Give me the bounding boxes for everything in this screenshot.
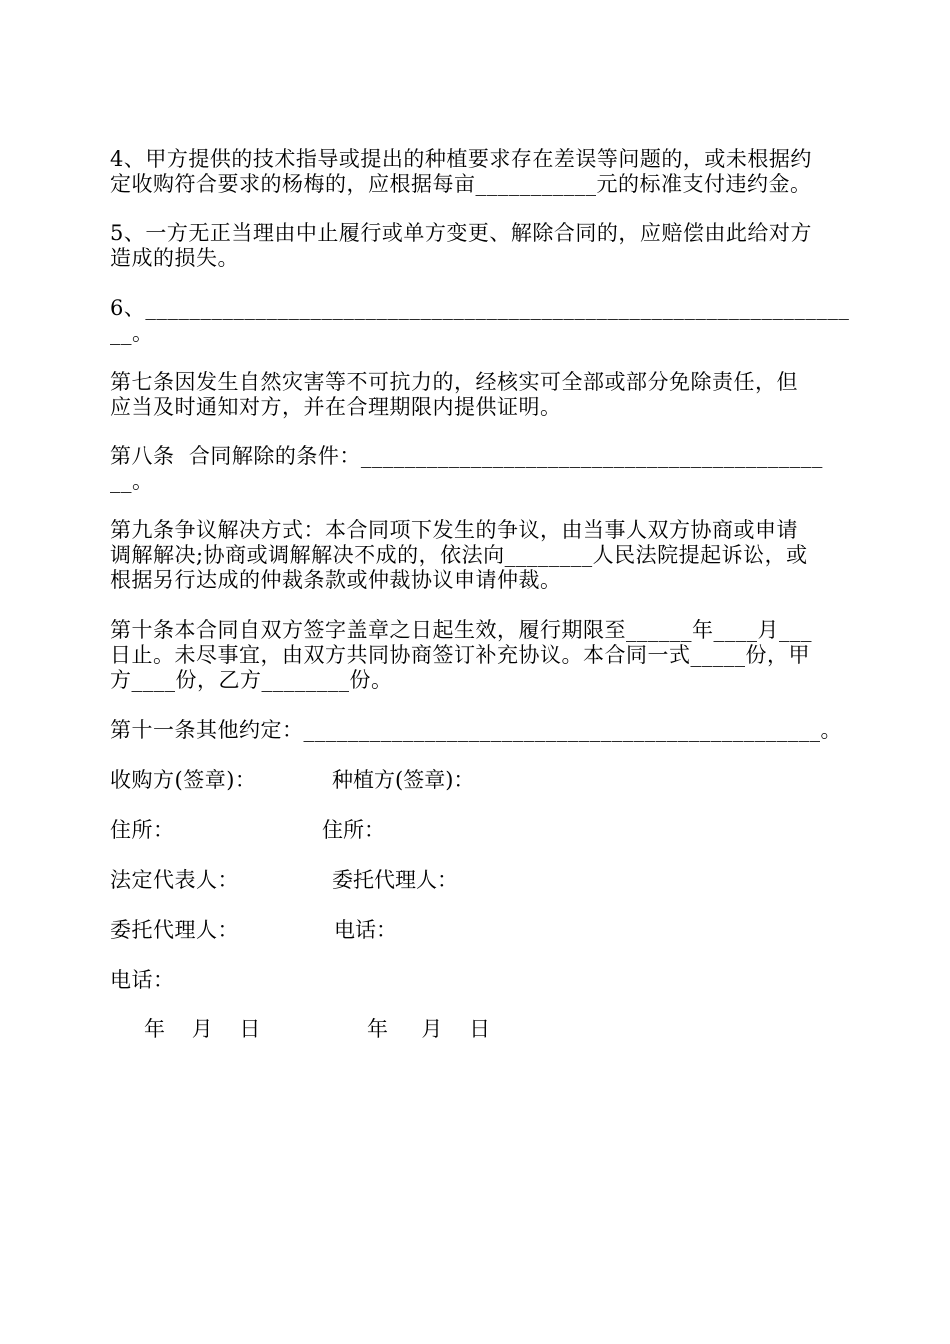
grower-agent-label: 委托代理人： xyxy=(332,868,458,892)
article-8-line-1: 第八条 合同解除的条件：__________________________________________ xyxy=(110,444,823,468)
grower-phone-label: 电话： xyxy=(334,918,397,942)
grower-address-label: 住所： xyxy=(322,818,385,842)
grower-date: 年 月 日 xyxy=(367,1017,491,1041)
article-10-line-3: 方____份，乙方________份。 xyxy=(110,668,393,692)
article-10-line-1: 第十条本合同自双方签字盖章之日起生效，履行期限至______年____月___ xyxy=(110,618,812,642)
clause-5-line-2: 造成的损失。 xyxy=(110,246,239,270)
clause-5-line-1: 5、一方无正当理由中止履行或单方变更、解除合同的，应赔偿由此给对方 xyxy=(110,221,812,245)
buyer-address-label: 住所： xyxy=(110,818,175,842)
article-11-line-1: 第十一条其他约定：_______________________________________________。 xyxy=(110,718,842,742)
article-8-line-2: __。 xyxy=(110,469,154,493)
article-9-line-2: 调解解决;协商或调解解决不成的，依法向________人民法院提起诉讼，或 xyxy=(110,543,808,567)
buyer-date: 年 月 日 xyxy=(144,1017,261,1041)
clause-4-line-1: 4、甲方提供的技术指导或提出的种植要求存在差误等问题的，或未根据约 xyxy=(110,147,812,171)
clause-6-line-1: 6、________________________________________________________________ xyxy=(110,296,850,320)
article-9-line-3: 根据另行达成的仲裁条款或仲裁协议申请仲裁。 xyxy=(110,568,562,592)
clause-6-line-2: __。 xyxy=(110,321,154,345)
article-7-line-2: 应当及时通知对方，并在合理期限内提供证明。 xyxy=(110,395,562,419)
buyer-signature-label: 收购方(签章)： xyxy=(110,768,257,792)
buyer-legal-rep-label: 法定代表人： xyxy=(110,868,239,892)
clause-4-line-2: 定收购符合要求的杨梅的，应根据每亩___________元的标准支付违约金。 xyxy=(110,172,812,196)
article-10-line-2: 日止。未尽事宜，由双方共同协商签订补充协议。本合同一式_____份，甲 xyxy=(110,643,810,667)
grower-signature-label: 种植方(签章)： xyxy=(332,768,475,792)
article-9-line-1: 第九条争议解决方式：本合同项下发生的争议，由当事人双方协商或申请 xyxy=(110,518,798,542)
buyer-phone-label: 电话： xyxy=(110,968,175,992)
article-7-line-1: 第七条因发生自然灾害等不可抗力的，经核实可全部或部分免除责任，但 xyxy=(110,370,798,394)
buyer-agent-label: 委托代理人： xyxy=(110,918,239,942)
